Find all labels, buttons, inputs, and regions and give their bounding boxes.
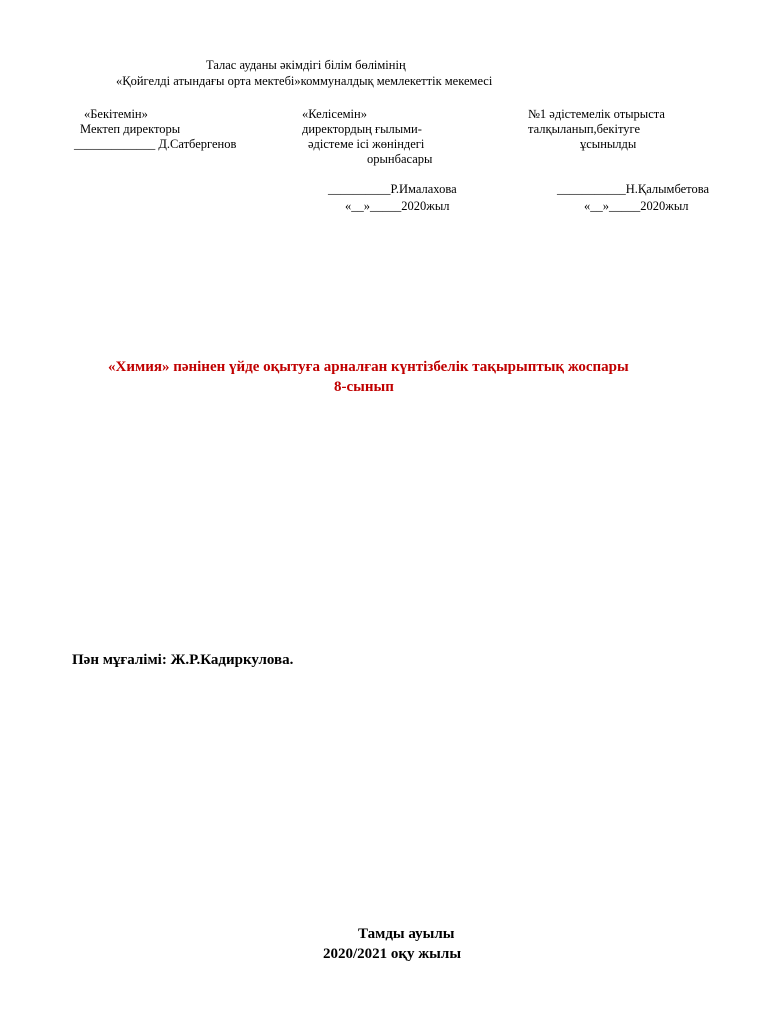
method-line-3: ұсынылды xyxy=(580,137,637,151)
agree-title: «Келісемін» xyxy=(302,107,367,121)
method-signature: ___________Н.Қалымбетова xyxy=(557,182,710,196)
grade-label: 8-сынып xyxy=(334,379,394,395)
document-title: «Химия» пәнінен үйде оқытуға арналған күнтізбелік тақырыптық жоспары xyxy=(108,359,629,375)
agree-signature: __________Р.Ималахова xyxy=(328,182,457,196)
footer-place: Тамды ауылы xyxy=(358,926,455,942)
teacher-name: Пән мұғалімі: Ж.Р.Кадиркулова. xyxy=(72,652,294,668)
approve-signature: _____________ Д.Сатбергенов xyxy=(74,137,237,151)
method-date: «__»_____2020жыл xyxy=(584,199,689,213)
agree-role-line-3: орынбасары xyxy=(367,152,433,166)
agree-role-line-2: әдістеме ісі жөніндегі xyxy=(308,137,425,151)
agree-role-line-1: директордың ғылыми- xyxy=(302,122,422,136)
header-line-2: «Қойгелді атындағы орта мектебі»коммуналдық мемлекеттік мекемесі xyxy=(116,74,493,88)
header-line-1: Талас ауданы әкімдігі білім бөлімінің xyxy=(206,58,406,72)
footer-year: 2020/2021 оқу жылы xyxy=(323,946,462,962)
agree-date: «__»_____2020жыл xyxy=(345,199,450,213)
approve-title: «Бекітемін» xyxy=(84,107,148,121)
method-line-2: талқыланып,бекітуге xyxy=(528,122,641,136)
method-line-1: №1 әдістемелік отырыста xyxy=(528,107,665,121)
approve-role: Мектеп директоры xyxy=(80,122,181,136)
